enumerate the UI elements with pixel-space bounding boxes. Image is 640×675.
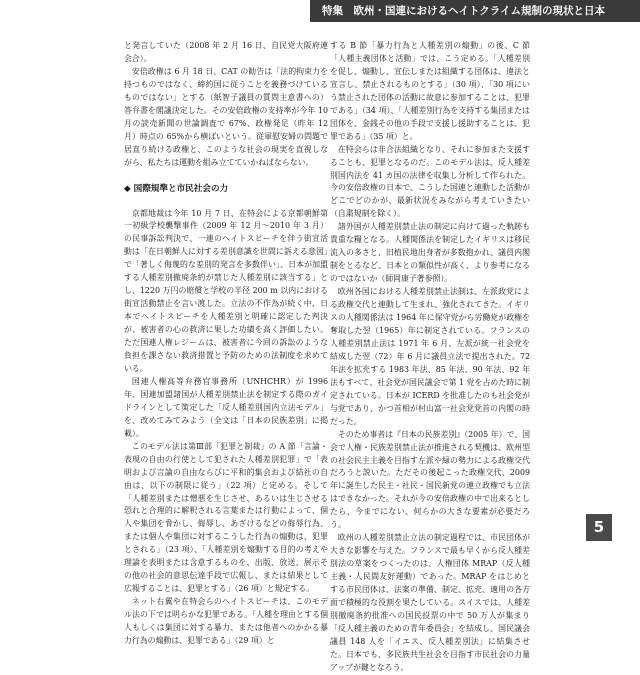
body-paragraph: 諸外国が人種差別禁止法の制定に向けて過った軌跡も貴重な糧となる。人種関係法を制定したイギリスは移民流入の多さと、旧植民地出身者が多数抱かれ、議員内閣制をとるなど、日本との類似性が高く、より参考になるのではないか（師岡康子著参照）。 <box>330 222 530 284</box>
body-paragraph: このモデル法は第Ⅲ部「犯罪と制裁」の A 節「言論・表現の自由の行使として犯された人種差別犯罪」で「表明および言論の自由ならびに平和的集会および結社の自由は、以下の制限に従う」（22 項）と定める。そして「人種差別または憎悪を生じさせ、あるいは生じさせる恐れと合理的に解釈される言葉または行動によって、個人や集団を脅かし、侮辱し、あざけるなどの侮辱行為、または個人や集団に対するこうした行為の煽動は、犯罪とされる」（23 項）、「人種差別を煽動する目的の考えや理論を表明または含意するものを、出版、放送、展示その他の社会的意思伝達手段で広報し、または結果として広報することは、犯罪とする」（26 項）と規定する。 <box>124 441 328 594</box>
page-number-badge <box>586 514 612 541</box>
section-header-title: 特集 欧州・国連におけるヘイトクライム規制の現状と日本 <box>322 5 605 17</box>
body-paragraph: 欧州各国における人種差別禁止法制は、左派政党による政権交代と連動して生まれ、強化されてきた。イギリスの人種関係法は 1964 年に保守党から労働党が政権を奪取した翌（1965）年に制定されている。フランスの人種差別禁止法は 1971 年 6 月、左派が統一社会党を結成した翌（72）年 6 月に議員立法で提出された。72 年法を拡充する 1983 年法、85 年法、90 年法、92 年法もすべて、社会党が国民議会で第 1 党を占めた時に制定されている。日本が ICERD を批准したのも社会党が与党であり、かつ首相が村山富一社会党党首の内閣の時だった。 <box>330 287 530 426</box>
body-paragraph: 在特会らは非合法組織となり、それに参加また支援することも、犯罪となるのだ。このモデル法は、反人種差別国内法を 41 カ国の法律を収集し分析して作られた。今の安倍政権の日本で、こうした国連と連動した活動がどこでどのかが、最新状況をみながら考えていきたい（自粛規制を除く）。 <box>330 144 530 219</box>
body-paragraph: 京都地裁は今年 10 月 7 日、在特会による京都朝鮮第一初級学校襲撃事件（2009 年 12 月～2010 年 3 月）の民事訴訟判決で、一連のヘイトスピーチを伴う街宣活動は「在日朝鮮人に対する差別意識を世間に訴える意図」で「著しく侮蔑的な差別的発言を多数伴い」、日本が加盟する人種差別撤廃条約が禁じた人種差別に該当する」とし、1220 万円の賠償と学校の半径 200 m 以内における街宣活動禁止を言い渡した。立法の不作為が続く中、日本でヘイトスピーチを人種差別と明確に認定した判決が、被害者の心の救済に果した功績を高く評価したい。ただ国連人権レジームは、被害者に今回の訴訟のような負担を課さない救済措置と予防のための法制度を求めている。 <box>124 208 328 373</box>
section-heading <box>124 183 328 196</box>
body-paragraph: そのため事者は『日本の民族差別』（2005 年）で、国会で人権・民族差別禁止法が推進される契機は、欧州型の社会民主主義を目指す左派や緑の勢力による政権交代だろうと説いた。ただその後起こった政権交代、2009 年に誕生した民主・社民・国民新党の連立政権でも立法はできなかった。それが今の安倍政権の中で出来るとしたら、今までにない、何らかの大きな要素が必要だろう。 <box>330 429 530 530</box>
body-paragraph: 国連人権高等弁務官事務所（UNHCHR）が 1996 年、国連加盟諸国が人種差別禁止法を制定する際のガイドラインとして策定した「反人種差別国内立法モデル」を、改めてみてみよう（全文は「日本の民族差別」に掲載）。 <box>124 376 328 438</box>
section-heading-text: 国際規準と市民社会の力 <box>133 183 229 194</box>
page-number: 5 <box>593 518 605 536</box>
right-text-column <box>330 40 530 675</box>
left-text-column <box>124 40 328 648</box>
body-paragraph: ネット右翼や在特会らのヘイトスピーチは、このモデル法の下では明らかな犯罪である。「人種を理由とする個人もしくは集団に対する暴力、または他者へのかかる暴力行為の煽動は、犯罪である」（29 項）と <box>124 597 328 645</box>
left-intro-paragraphs <box>124 40 328 170</box>
body-paragraph: 欧州の人種差別禁止立法の制定過程では、市民団体が大きな影響を与えた。フランスで最も早くから反人種差別法の草案をつくったのは、人権団体 MRAP（反人種主義・人民間友好運動）であった。MRAP をはじめとする市民団体は、法案の準備、制定、拡充、適用の各方面で積極的な役割を果たしている。スイスでは、人種差別撤廃条約批准への国民投票の中で 50 万人が集まり「反人種主義のための青年委員会」を結成し、国民議会議員 148 人を「イエス、反人種差別法」に結集させた。日本でも、多民族共生社会を目指す市民社会の力量アップが鍵となろう。 <box>330 533 530 672</box>
body-paragraph: 安倍政権は 6 月 18 日、CAT の勧告は「法的拘束力を持つものではなく、締約国に従うことを義務づけているものではない」とする（紙智子議員の質問主意書への）答弁書を閣議決定した。その安倍政権の支持率が今年 10 月の読売新聞の世論調査で 67%、政権発足（昨年 12 月）時点の 65%から横ばいという。従軍慰安婦の問題で居直り続ける政権と、このような社会の現実を直視しながら、私たちは運動を組み立てていかねばならない。 <box>124 66 328 167</box>
body-paragraph: する B 節「暴力行為と人種差別の煽動」の後、C 節「人種主義団体と活動」では、こう定める。「人種差別を促し、煽動し、宣伝しまたは組織する団体は、違法と宣言し、禁止されるものとする」（30 項）、「30 項にいう禁止された団体の活動に故意に参加することは、犯罪である」（34 項）、「人種差別行為を支持する集団または団体を、金銭その他の手段で支援し援助することは、犯罪である」（35 項）と。 <box>330 41 530 141</box>
left-main-paragraphs <box>124 208 328 648</box>
body-paragraph: と発言していた（2008 年 2 月 16 日、自民党大阪府連会合）。 <box>124 41 328 63</box>
section-header-bar <box>310 0 640 22</box>
diamond-bullet-icon: ◆ <box>124 183 131 194</box>
